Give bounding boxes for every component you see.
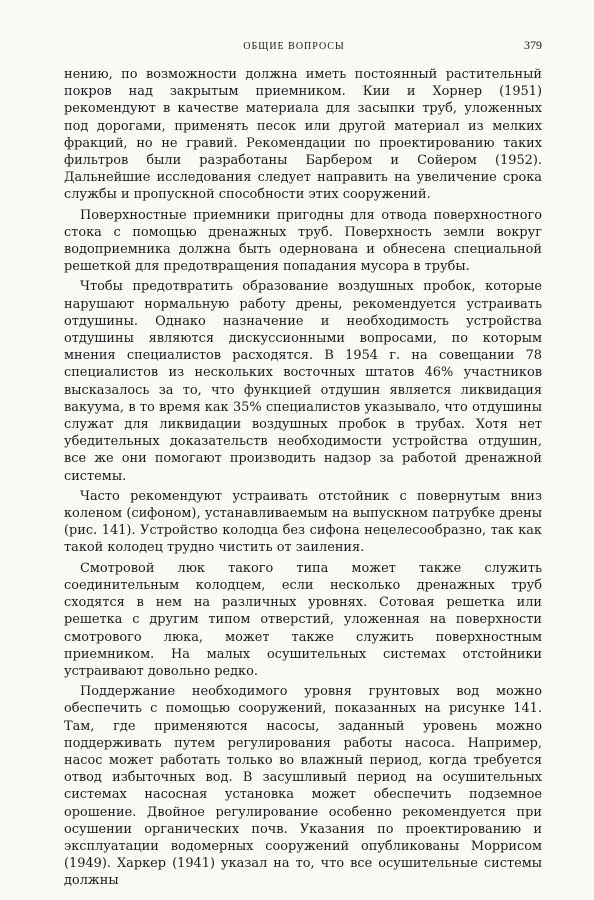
paragraph: Смотровой люк такого типа может также служить соединительным колодцем, если несколько дренажных труб сходятся в нем на различных уровнях. Сотовая решетка или решетка с другим типом отверстий, уложенная на поверхности смотрового люка, может также служить поверхностным приемником. На малых осушительных системах отстойники устраивают довольно редко. <box>64 560 542 679</box>
body-text <box>64 66 542 890</box>
paragraph: Часто рекомендуют устраивать отстойник с повернутым вниз коленом (сифоном), устанавливаемым на выпускном патрубке дрены (рис. 141). Устройство колодца без сифона нецелесообразно, так как такой колодец трудно чистить от заиления. <box>64 488 542 556</box>
paragraph: Поверхностные приемники пригодны для отвода поверхностного стока с помощью дренажных труб. Поверхность земли вокруг водоприемника должна быть одернована и обнесена специальной решеткой для предотвращения попадания мусора в трубы. <box>64 207 542 275</box>
paragraph: Поддержание необходимого уровня грунтовых вод можно обеспечить с помощью сооружений, показанных на рисунке 141. Там, где применяются насосы, заданный уровень можно поддерживать путем регулирования работы насоса. Например, насос может работать только во влажный период, когда требуется отвод избыточных вод. В засушливый период на осушительных системах насосная установка может обеспечить подземное орошение. Двойное регулирование особенно рекомендуется при осушении органических почв. Указания по проектированию и эксплуатации водомерных сооружений опубликованы Моррисом (1949). Харкер (1941) указал на то, что все осушительные системы должны <box>64 684 542 889</box>
book-page <box>64 38 542 893</box>
header-title: ОБЩИЕ ВОПРОСЫ <box>243 41 345 52</box>
paragraph: Чтобы предотвратить образование воздушных пробок, которые нарушают нормальную работу дрены, рекомендуется устраивать отдушины. Однако назначение и необходимость устройства отдушины являются дискуссионными вопросами, по которым мнения специалистов расходятся. В 1954 г. на совещании 78 специалистов из нескольких восточных штатов 46% участников высказалось за то, что функцией отдушин является ликвидация вакуума, в то время как 35% специалистов указывало, что отдушины служат для ликвидации воздушных пробок в трубах. Хотя нет убедительных доказательств необходимости устройства отдушин, все же они помогают производить надзор за работой дренажной системы. <box>64 279 542 484</box>
running-header <box>64 38 542 66</box>
page-number: 379 <box>524 38 542 52</box>
paragraph: нению, по возможности должна иметь постоянный растительный покров над закрытым приемником. Кии и Хорнер (1951) рекомендуют в качестве материала для засыпки труб, уложенных под дорогами, применять песок или другой материал из мелких фракций, но не гравий. Рекомендации по проектированию таких фильтров были разработаны Барбером и Сойером (1952). Дальнейшие исследования следует направить на увеличение срока службы и пропускной способности этих сооружений. <box>64 67 542 203</box>
